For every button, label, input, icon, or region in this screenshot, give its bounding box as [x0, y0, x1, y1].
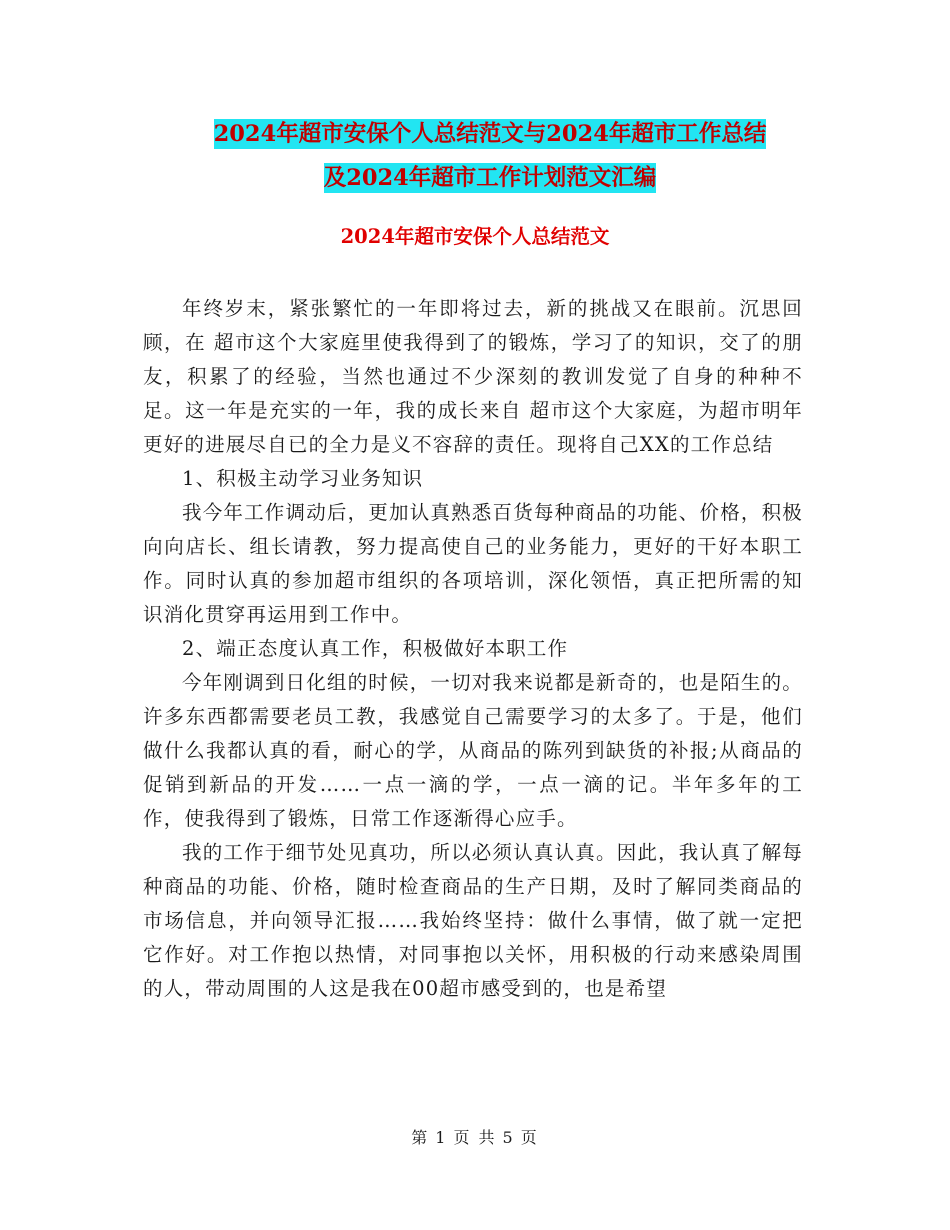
footer-middle: 页 共 [453, 1128, 497, 1147]
document-body [143, 292, 803, 1006]
paragraph: 今年刚调到日化组的时候，一切对我来说都是新奇的，也是陌生的。许多东西都需要老员工教，我感觉自己需要学习的太多了。于是，他们做什么我都认真的看，耐心的学，从商品的陈列到缺货的补报;从商品的促销到新品的开发……一点一滴的学，一点一滴的记。半年多年的工作，使我得到了锻炼，日常工作逐渐得心应手。 [143, 671, 804, 830]
section-title: 2024年超市安保个人总结范文 [340, 225, 610, 248]
paragraph: 1、积极主动学习业务知识 [182, 467, 424, 490]
paragraph: 我的工作于细节处见真功，所以必须认真认真。因此，我认真了解每种商品的功能、价格，随时检查商品的生产日期，及时了解同类商品的市场信息，并向领导汇报……我始终坚持：做什么事情，做了就一定把它作好。对工作抱以热情，对同事抱以关怀，用积极的行动来感染周围的人，带动周围的人这是我在00超市感受到的，也是希望 [143, 841, 804, 1000]
paragraph: 2、端正态度认真工作，积极做好本职工作 [182, 637, 569, 660]
document-title-line2: 及2024年超市工作计划范文汇编 [323, 165, 657, 191]
document-title [150, 112, 830, 200]
footer-page-number: 1 [435, 1128, 448, 1147]
document-title-line1: 2024年超市安保个人总结范文与2024年超市工作总结 [213, 121, 767, 147]
paragraph: 我今年工作调动后，更加认真熟悉百货每种商品的功能、价格，积极向向店长、组长请教，努力提高使自己的业务能力，更好的干好本职工作。同时认真的参加超市组织的各项培训，深化领悟，真正把所需的知识消化贯穿再运用到工作中。 [143, 501, 804, 626]
footer-suffix: 页 [520, 1128, 539, 1147]
footer-prefix: 第 [411, 1128, 430, 1147]
page-footer [0, 1127, 950, 1149]
footer-total-pages: 5 [502, 1128, 515, 1147]
paragraph: 年终岁末，紧张繁忙的一年即将过去，新的挑战又在眼前。沉思回顾，在 超市这个大家庭里使我得到了的锻炼，学习了的知识，交了的朋友，积累了的经验，当然也通过不少深刻的教训发觉了自身的种种不足。这一年是充实的一年，我的成长来自 超市这个大家庭，为超市明年更好的进展尽自已的全力是义不容辞的责任。现将自己XX的工作总结 [143, 297, 803, 456]
